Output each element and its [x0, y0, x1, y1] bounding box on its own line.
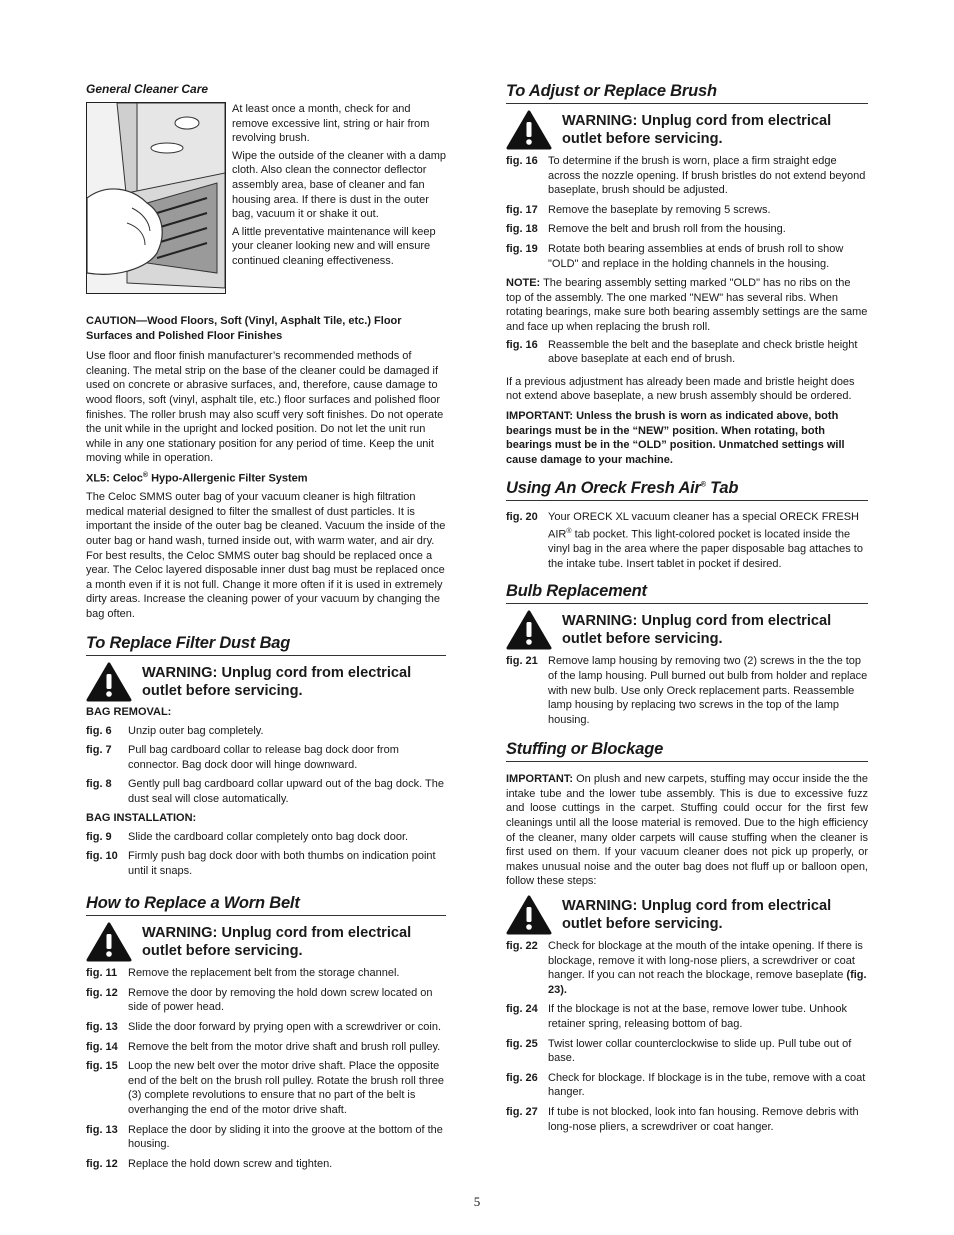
fig-text: Reassemble the belt and the baseplate and check bristle height above baseplate at each end of brush. [548, 338, 858, 366]
fig-text: Slide the cardboard collar completely onto bag dock door. [128, 830, 409, 843]
warning-icon [86, 922, 132, 962]
caution-heading: CAUTION—Wood Floors, Soft (Vinyl, Asphalt Tile, etc.) Floor Surfaces and Polished Floor Finishes [86, 315, 402, 342]
fig-item [86, 743, 446, 772]
bag-installation-label: BAG INSTALLATION: [86, 811, 197, 824]
fig-item [506, 242, 868, 271]
fig-item [506, 1002, 868, 1031]
fig-text: Replace the door by sliding it into the groove at the bottom of the housing. [128, 1123, 443, 1151]
cleaner-care-illustration [86, 102, 226, 294]
bulb-heading: Bulb Replacement [506, 582, 868, 604]
general-care-text [232, 102, 446, 294]
brush-important: IMPORTANT: Unless the brush is worn as indicated above, both bearings must be in the “NEW” position. When rotating, both bearings must be in the “OLD” position. Unmatched settings will cause damage to your machine. [506, 409, 845, 466]
brush-warning [506, 110, 868, 150]
fig-item [506, 1105, 868, 1134]
brush-note [506, 276, 868, 334]
fig-text: Rotate both bearing assemblies at ends of brush roll to show "OLD" and replace in the holding channels in the housing. [548, 242, 844, 270]
registered-mark: ® [566, 527, 572, 535]
fig-item [86, 777, 446, 806]
fig-item [86, 1040, 446, 1055]
fig-item [506, 654, 868, 727]
right-column [506, 82, 868, 1139]
warning-icon [86, 662, 132, 702]
fig22-text: Check for blockage at the mouth of the intake opening. If there is blockage, remove it with long-nose pliers, a screwdriver or coat hanger. If you can not reach the blockage, remove baseplate [548, 940, 863, 982]
brush-heading: To Adjust or Replace Brush [506, 82, 868, 104]
fig-item [86, 986, 446, 1015]
care-paragraph: At least once a month, check for and remove excessive lint, string or hair from revolving brush. [232, 103, 430, 145]
fig-label: fig. 14 [86, 1040, 118, 1053]
fig-text: Firmly push bag dock door with both thumbs on indication point until it snaps. [128, 850, 436, 877]
fig-text: Remove the belt and brush roll from the housing. [548, 223, 786, 236]
fig-item [86, 1123, 446, 1152]
page-number: 5 [473, 1194, 481, 1209]
fig-item [86, 966, 446, 981]
fig-text: Remove lamp housing by removing two (2) screws in the the top of the lamp housing. Pull burned out bulb from holder and replace with new bulb. Use only Oreck replacement parts. Reassemble lamp housing by replacing two screws in the top of the lamp housing. [548, 655, 868, 726]
fig-text: Slide the door forward by prying open with a screwdriver or coin. [128, 1021, 442, 1034]
important-text: On plush and new carpets, stuffing may occur inside the the intake tube and the lower tube assembly. This is due to excessive fuzz and loose cuttings in the carpet. Stuffing could occur for the first few cleanings until all the loose material is removed. Due to the high efficiency of the cleaner, many older carpets will cause stuffing when the cleaner is first used on them. If your vacuum cleaner does not pick up properly, or makes unusual noise and the outer bag does not fluff up or balloon open, follow these steps: [506, 773, 868, 888]
fig-item [506, 1071, 868, 1100]
fig-text: Pull bag cardboard collar to release bag dock door from connector. Bag dock door will hinge downward. [128, 744, 399, 771]
xl5-heading-b: Hypo-Allergenic Filter System [148, 472, 308, 485]
fig-item [506, 939, 868, 997]
fresh-air-heading [506, 479, 868, 501]
warning-text: WARNING: Unplug cord from electrical outlet before servicing. [562, 113, 832, 147]
fig-item [506, 338, 868, 367]
stuffing-important [506, 772, 868, 889]
note-text: The bearing assembly setting marked "OLD" has no ribs on the top of the assembly. The one marked "NEW" has several ribs. When rotating bearings, make sure both bearing assembly settings are the same and face up when replacing the brush roll. [506, 277, 868, 333]
bag-removal-label: BAG REMOVAL: [86, 705, 172, 718]
fig-label: fig. 24 [506, 1003, 538, 1016]
fig-label: fig. 20 [506, 511, 538, 524]
fig-item [506, 222, 868, 237]
fig-label: fig. 8 [86, 778, 112, 791]
general-care-section [86, 102, 446, 294]
fig23-reference: (fig. 23). [548, 969, 867, 996]
fig-label: fig. 21 [506, 655, 538, 668]
fig-label: fig. 22 [506, 940, 538, 953]
fig-item [86, 1059, 446, 1117]
fig-item [86, 849, 446, 878]
fig-text [548, 939, 868, 997]
fig-label: fig. 12 [86, 986, 118, 999]
fig-text: Check for blockage. If blockage is in the tube, remove with a coat hanger. [548, 1071, 866, 1099]
fig-text: Remove the baseplate by removing 5 screws. [548, 203, 771, 216]
fig-label: fig. 16 [506, 155, 538, 167]
fig-text: Remove the door by removing the hold down screw located on side of power head. [128, 986, 433, 1014]
warning-icon [506, 110, 552, 150]
warning-icon [506, 895, 552, 935]
fig-item [86, 1020, 446, 1035]
fig-item [506, 203, 868, 218]
fig-label: fig. 19 [506, 242, 538, 255]
xl5-text: The Celoc SMMS outer bag of your vacuum cleaner is high filtration medical material designed to filter the smallest of dust particles. It is important the inside of the outer bag be cleaned. Vacuum the inside of the outer bag or hand wash, turned inside out, with warm water, and air dry. For best results, the Celoc SMMS outer bag should be replaced once a year. The Celoc layered disposable inner dust bag must be replaced once a month even if it is not full. Change it more often if it is used in extremely dirty areas. Increase the cleaning power of your vacuum by changing the bag often. [86, 491, 446, 620]
general-care-heading: General Cleaner Care [86, 82, 209, 96]
fig-text: Gently pull bag cardboard collar upward out of the bag dock. The dust seal will close automatically. [128, 778, 444, 805]
fig-text: Unzip outer bag completely. [128, 724, 264, 737]
fig-text: To determine if the brush is worn, place a firm straight edge across the nozzle opening. If brush bristles do not extend beyond baseplate, brush should be adjusted. [548, 155, 866, 197]
warning-text: WARNING: Unplug cord from electrical outlet before servicing. [562, 898, 832, 933]
care-paragraph: Wipe the outside of the cleaner with a damp cloth. Also clean the connector deflector assembly area, base of cleaner and fan housing area. If there is dust in the outer bag, vacuum it or shake it out. [232, 149, 447, 221]
fig-label: fig. 10 [86, 850, 118, 863]
fig-label: fig. 27 [506, 1105, 538, 1118]
note-label: NOTE: [506, 277, 541, 290]
fig-label: fig. 26 [506, 1071, 538, 1084]
filter-heading: To Replace Filter Dust Bag [86, 634, 446, 656]
fig-text: If tube is not blocked, look into fan housing. Remove debris with long-nose pliers, a screwdriver or coat hanger. [548, 1105, 859, 1133]
fig-label: fig. 18 [506, 223, 538, 236]
fig-label: fig. 15 [86, 1060, 118, 1073]
fig-label: fig. 7 [86, 744, 112, 757]
fig-item [86, 830, 446, 845]
fig-label: fig. 12 [86, 1157, 118, 1170]
bulb-warning [506, 610, 868, 650]
fig-text: Twist lower collar counterclockwise to slide up. Pull tube out of base. [548, 1037, 852, 1065]
fig-label: fig. 11 [86, 967, 118, 980]
belt-warning [86, 922, 446, 962]
fig-label: fig. 6 [86, 724, 112, 737]
fig-text: Remove the replacement belt from the storage channel. [128, 967, 400, 980]
fig-label: fig. 13 [86, 1021, 118, 1034]
fig-label: fig. 13 [86, 1123, 118, 1136]
fig-item [506, 510, 868, 571]
stuffing-warning [506, 895, 868, 935]
left-column [86, 82, 446, 1176]
filter-warning [86, 662, 446, 702]
fresh-air-heading-a: Using An Oreck Fresh Air [506, 479, 701, 498]
fig-label: fig. 16 [506, 338, 538, 351]
fig-item [506, 154, 868, 198]
warning-text: WARNING: Unplug cord from electrical outlet before servicing. [142, 925, 412, 960]
fig-text: Loop the new belt over the motor drive shaft. Place the opposite end of the belt on the brush roll pulley. Rotate the brush roll three (3) complete revolutions to ensure that no part of the belt is overhanging the end of the motor drive shaft. [128, 1060, 444, 1117]
fig-item [86, 1157, 446, 1172]
caution-text: Use floor and floor finish manufacturer’s recommended methods of cleaning. The metal strip on the base of the cleaner could be damaged if used on concrete or abrasive surfaces, and, therefore, cause damage to wood floors, soft (vinyl, asphalt tile, etc.) floor surfaces and polished floor finishes. The roller brush may also scuff very soft finishes. Do not operate the unit while in the upright and locked position. Do not let the unit run while in any one stationary position for any period of time. Keep the unit moving while in operation. [86, 350, 444, 465]
warning-text: WARNING: Unplug cord from electrical outlet before servicing. [142, 664, 412, 699]
registered-mark: ® [700, 481, 706, 489]
fig-text: If the blockage is not at the base, remove lower tube. Unhook retainer spring, releasing bottom of bag. [548, 1003, 848, 1030]
fresh-air-text-a: Your ORECK XL vacuum cleaner has a special ORECK FRESH AIR [548, 511, 859, 541]
belt-heading: How to Replace a Worn Belt [86, 894, 446, 916]
fresh-air-text-b: tab pocket. This light-colored pocket is located inside the vinyl bag in the area where the paper disposable bag attaches to the intake tube. Insert tablet in pocket if desired. [548, 528, 863, 570]
xl5-heading [86, 469, 446, 486]
fig-text [548, 510, 868, 571]
fig-item [86, 724, 446, 739]
fresh-air-heading-b: Tab [705, 479, 739, 498]
care-paragraph: A little preventative maintenance will keep your cleaner looking new and will ensure continued cleaning effectiveness. [232, 225, 436, 267]
fig-text: Remove the belt from the motor drive shaft and brush roll pulley. [128, 1040, 441, 1053]
warning-icon [506, 610, 552, 650]
fig-label: fig. 9 [86, 830, 112, 843]
registered-mark: ® [142, 471, 149, 479]
fig-item [506, 1037, 868, 1066]
fig-label: fig. 25 [506, 1037, 538, 1050]
fig-label: fig. 17 [506, 203, 538, 216]
hand-cleaning-brush-illustration [87, 103, 225, 293]
previous-adjustment-text: If a previous adjustment has already been made and bristle height does not extend above baseplate, a new brush assembly should be ordered. [506, 375, 855, 403]
warning-text: WARNING: Unplug cord from electrical outlet before servicing. [562, 613, 832, 648]
xl5-heading-a: XL5: Celoc [86, 472, 143, 485]
stuffing-heading: Stuffing or Blockage [506, 740, 868, 762]
fig-text: Replace the hold down screw and tighten. [128, 1157, 333, 1170]
important-label: IMPORTANT: [506, 773, 574, 786]
